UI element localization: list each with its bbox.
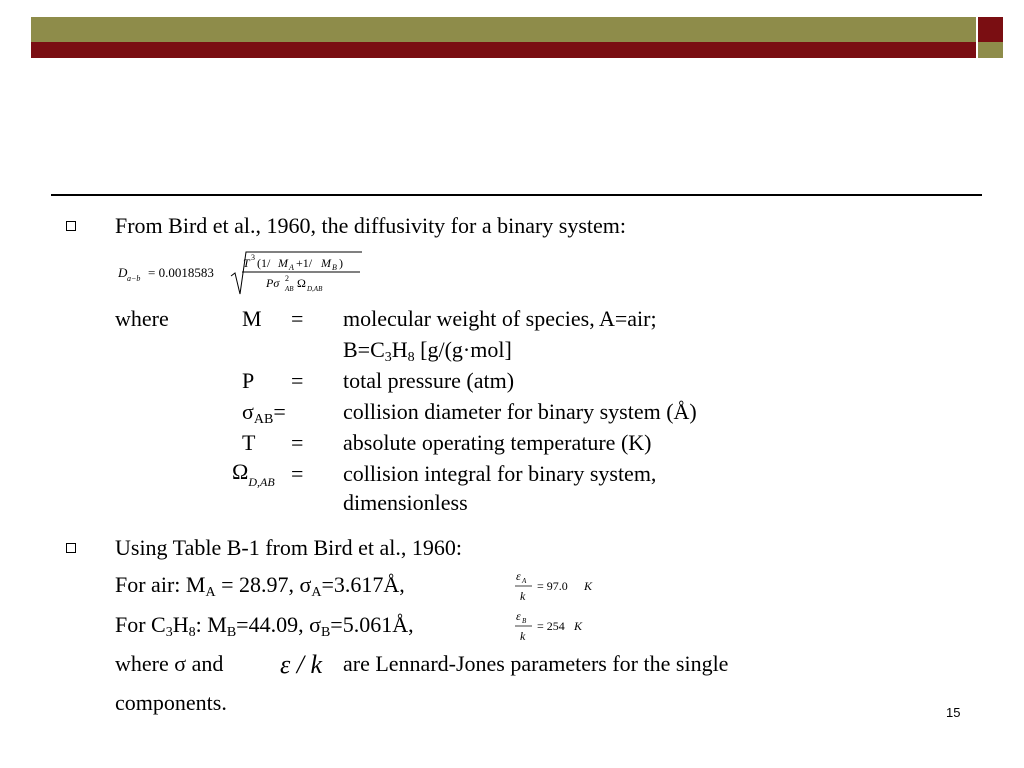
- def-T-equals: =: [291, 430, 304, 455]
- bullet-square-icon: [66, 543, 76, 553]
- num-T: T: [243, 256, 250, 270]
- bullet-text-table: Using Table B-1 from Bird et al., 1960:: [115, 535, 462, 560]
- def-omega-equals: =: [291, 461, 304, 486]
- lj-desc-cont: components.: [115, 690, 227, 715]
- def-T-symbol: T: [242, 430, 256, 455]
- header-bar-maroon: [31, 42, 976, 58]
- def-T-desc: absolute operating temperature (K): [343, 430, 652, 455]
- num-MB: M: [321, 256, 331, 270]
- bullet-square-icon: [66, 221, 76, 231]
- den-omega: Ω: [297, 276, 306, 290]
- diffusivity-formula: [118, 246, 368, 298]
- svg-text:K: K: [574, 619, 583, 633]
- def-P-desc: total pressure (atm): [343, 368, 515, 393]
- def-M-desc: molecular weight of species, A=air;: [343, 306, 657, 331]
- lj-desc: are Lennard-Jones parameters for the single: [343, 651, 729, 676]
- def-P-symbol: P: [242, 368, 255, 393]
- num-MB-sub: B: [332, 263, 337, 272]
- formula-D-sub: a−b: [127, 274, 141, 283]
- svg-text:= 97.0: = 97.0: [537, 579, 568, 593]
- num-MA: M: [278, 256, 288, 270]
- den-omega-sub: D,AB: [307, 285, 323, 293]
- num-close: ): [339, 256, 343, 270]
- svg-text:ε: ε: [516, 569, 521, 583]
- def-M-symbol: M: [242, 306, 262, 331]
- header-bar-olive: [31, 17, 976, 42]
- bullet-text-diffusivity: From Bird et al., 1960, the diffusivity for a binary system:: [115, 213, 627, 238]
- def-omega-symbol: $\Omega_{D,AB}$: [232, 459, 275, 489]
- def-omega-desc-cont: dimensionless: [343, 490, 468, 515]
- propane-eps-k-formula: [512, 607, 602, 647]
- num-MA-sub: A: [289, 263, 294, 272]
- def-M-equals: =: [291, 306, 304, 331]
- den-P-sigma: Pσ: [266, 276, 280, 290]
- air-parameters: For air: $M_A = 28.97$, $\sigma_A=3.617Å$,: [115, 572, 405, 600]
- lj-where: where σ and: [115, 651, 224, 676]
- def-sigma-desc: collision diameter for binary system (Å): [343, 399, 697, 424]
- page-number: 15: [946, 705, 961, 720]
- svg-text:B: B: [522, 617, 527, 625]
- num-mid: +1/: [296, 256, 313, 270]
- num-open: (1/: [257, 256, 271, 270]
- formula-D: D: [118, 265, 128, 280]
- header-square-olive: [978, 42, 1003, 58]
- lj-eps-k: ε / k: [280, 650, 323, 679]
- svg-text:= 254: = 254: [537, 619, 565, 633]
- propane-parameters: For $C_3H_8$: $M_B=44.09$, $\sigma_B=5.061Å$,: [115, 612, 414, 640]
- den-sub: AB: [285, 285, 294, 293]
- def-omega-desc: collision integral for binary system,: [343, 461, 657, 486]
- def-B-desc: $B=C_3H_8$ [g/(g·mol]: [343, 337, 512, 365]
- where-label: where: [115, 306, 169, 331]
- svg-text:ε: ε: [516, 609, 521, 623]
- den-sup: 2: [285, 274, 289, 283]
- formula-coefficient: = 0.0018583: [148, 265, 214, 280]
- svg-text:A: A: [522, 577, 527, 585]
- title-divider: [51, 194, 982, 196]
- svg-text:K: K: [584, 579, 593, 593]
- num-T-sup: 3: [251, 253, 255, 262]
- def-P-equals: =: [291, 368, 304, 393]
- svg-text:k: k: [520, 629, 526, 643]
- air-eps-k-formula: [512, 567, 602, 607]
- def-sigma-symbol: $\sigma_{AB}=$: [242, 399, 286, 427]
- header-square-maroon: [978, 17, 1003, 42]
- svg-text:k: k: [520, 589, 526, 603]
